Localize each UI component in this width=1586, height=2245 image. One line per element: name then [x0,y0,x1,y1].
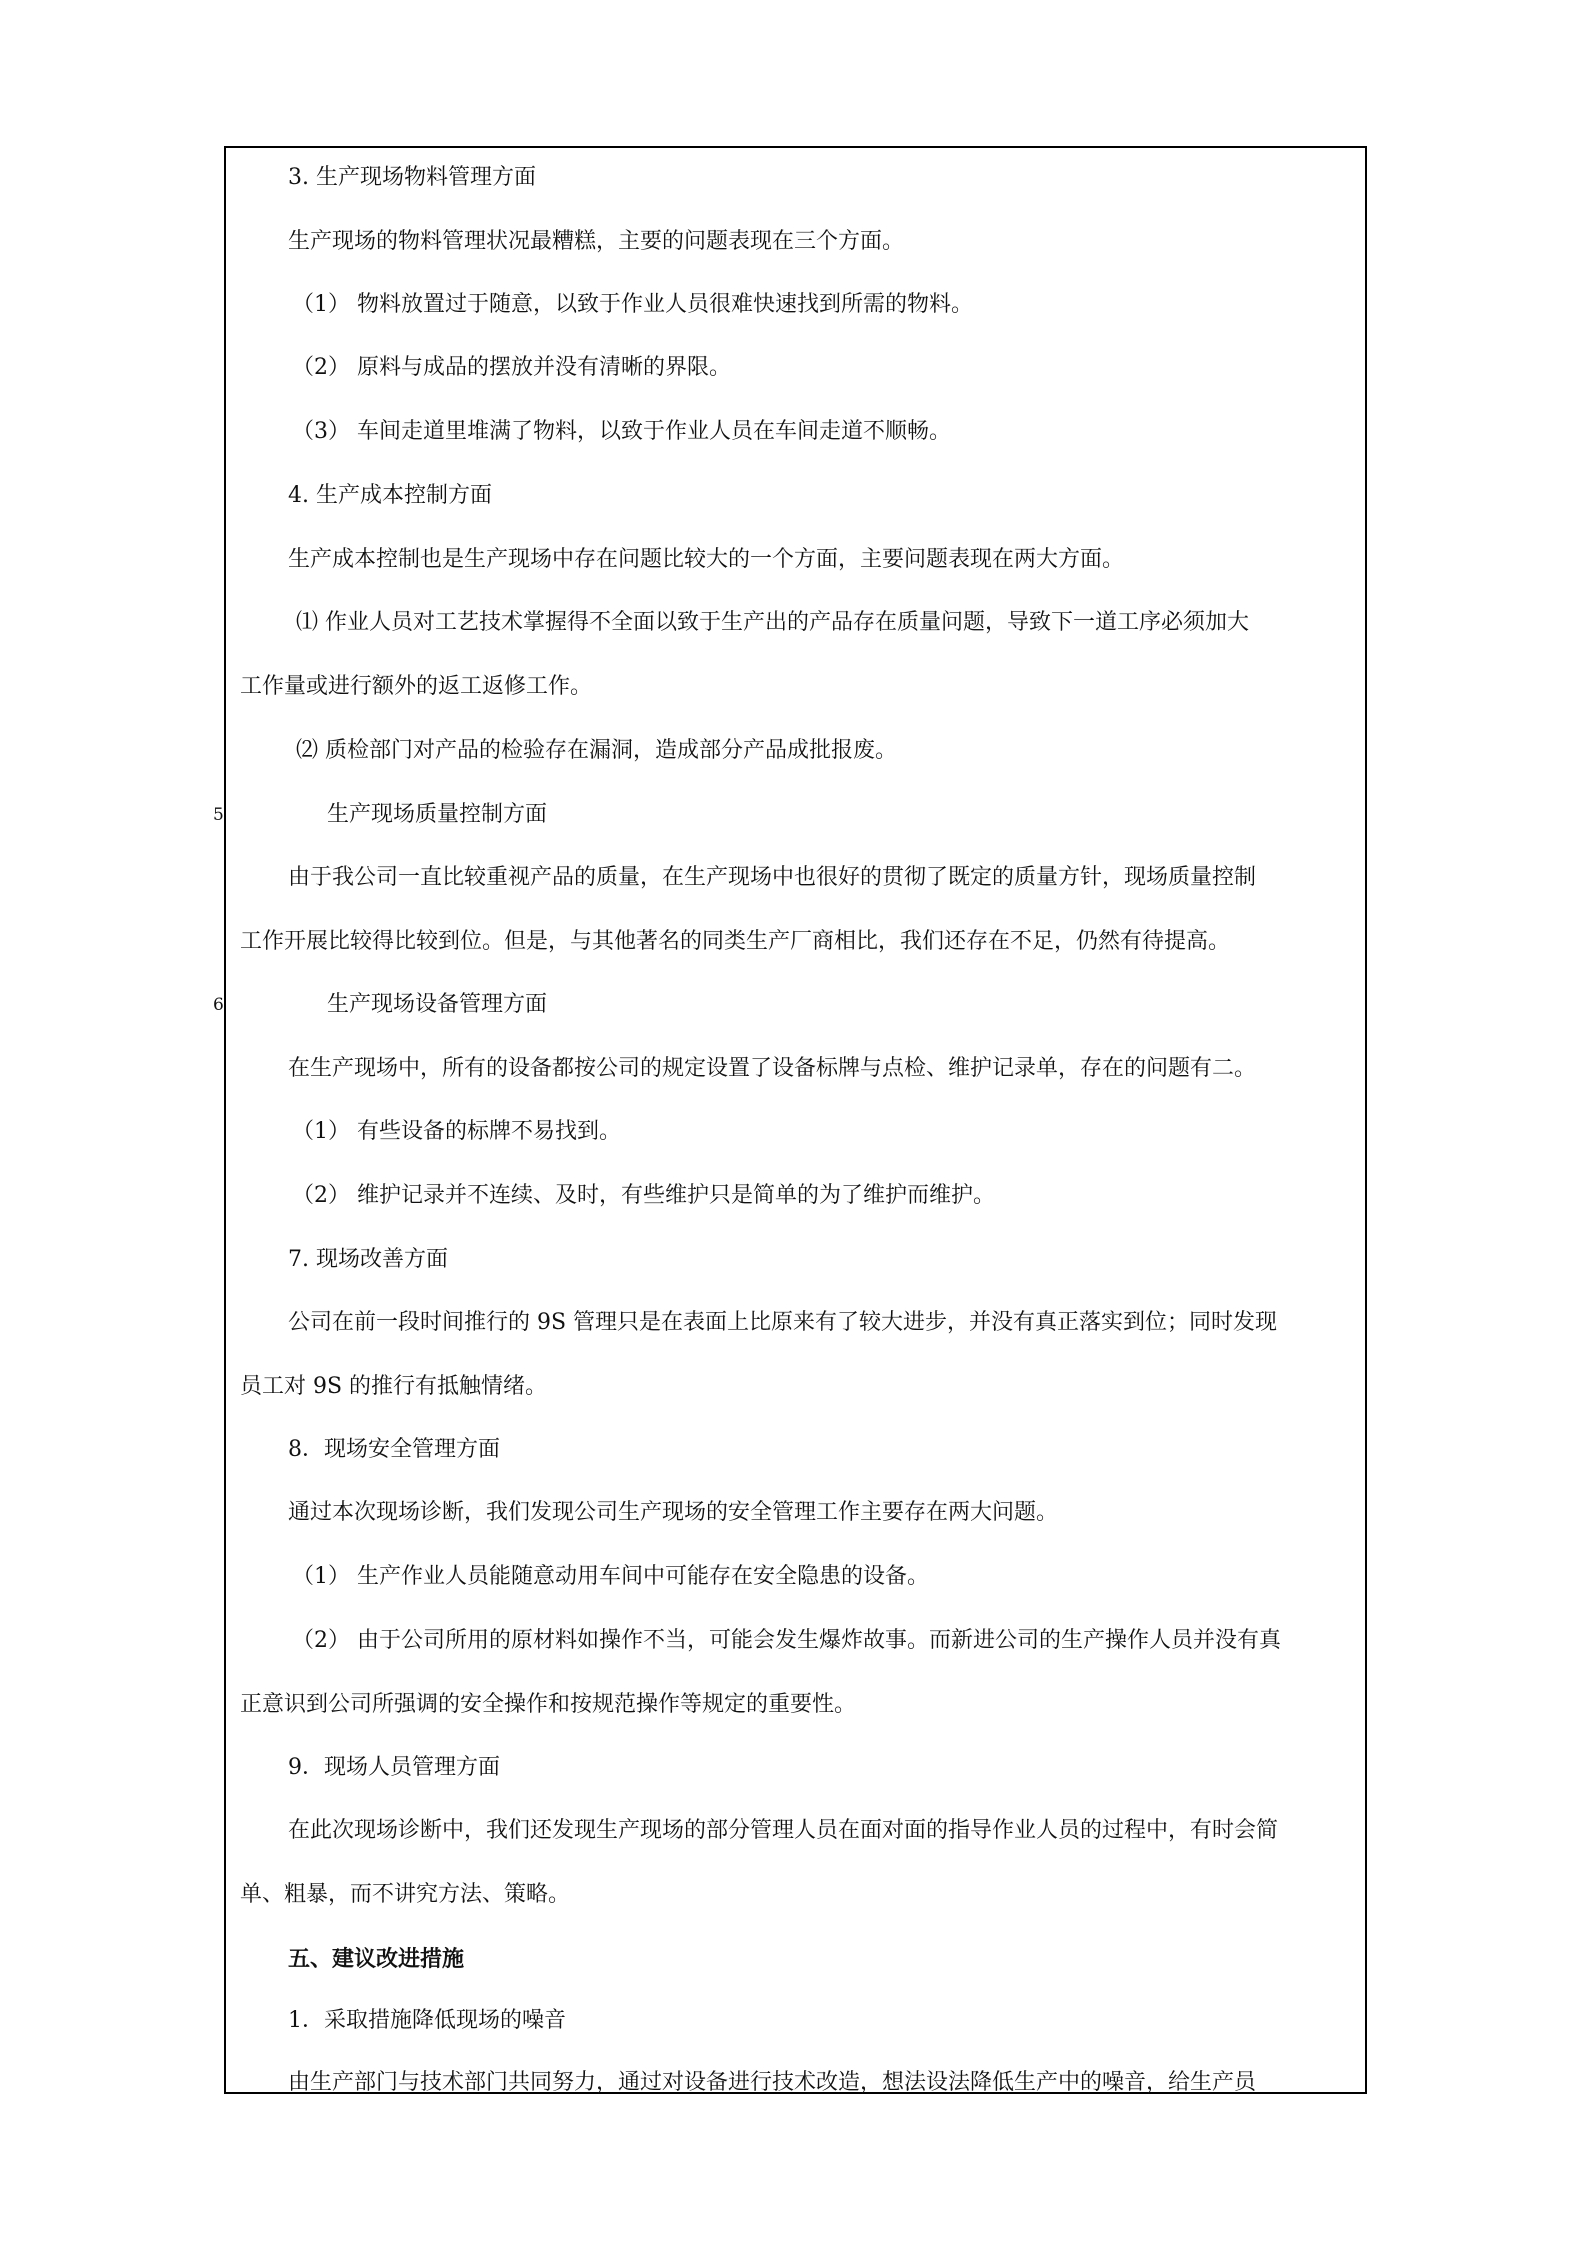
paragraph: 由生产部门与技术部门共同努力，通过对设备进行技术改造，想法设法降低生产中的噪音，给生产员 [288,2070,1257,2095]
paragraph: 通过本次现场诊断，我们发现公司生产现场的安全管理工作主要存在两大问题。 [288,1500,1059,1525]
section-heading: 五、建议改进措施 [288,1946,465,1972]
heading-5: 生产现场质量控制方面 [327,802,548,827]
heading-9: 9．现场人员管理方面 [288,1755,500,1780]
paragraph: 生产成本控制也是生产现场中存在问题比较大的一个方面，主要问题表现在两大方面。 [288,547,1125,572]
list-item: （1） 生产作业人员能随意动用车间中可能存在安全隐患的设备。 [292,1564,929,1589]
paragraph-continuation: 工作开展比较得比较到位。但是，与其他著名的同类生产厂商相比，我们还存在不足，仍然有待提高。 [240,929,1231,954]
list-item: （1） 物料放置过于随意，以致于作业人员很难快速找到所需的物料。 [292,292,973,317]
paragraph: 在生产现场中，所有的设备都按公司的规定设置了设备标牌与点检、维护记录单，存在的问题有二。 [288,1056,1257,1081]
paragraph-continuation: 正意识到公司所强调的安全操作和按规范操作等规定的重要性。 [240,1692,857,1717]
heading-4: 4. 生产成本控制方面 [288,483,492,508]
paragraph-continuation: 工作量或进行额外的返工返修工作。 [240,674,593,699]
list-item: ⑵ 质检部门对产品的检验存在漏洞，造成部分产品成批报废。 [296,738,897,763]
list-item: （3） 车间走道里堆满了物料，以致于作业人员在车间走道不顺畅。 [292,419,951,444]
heading-3: 3. 生产现场物料管理方面 [288,165,536,190]
heading-number: 6 [213,995,224,1015]
list-item: ⑴ 作业人员对工艺技术掌握得不全面以致于生产出的产品存在质量问题，导致下一道工序必须加大 [296,610,1249,635]
heading-7: 7. 现场改善方面 [288,1247,448,1272]
paragraph: 生产现场的物料管理状况最糟糕，主要的问题表现在三个方面。 [288,229,905,254]
heading-number: 5 [213,805,224,825]
paragraph: 由于我公司一直比较重视产品的质量，在生产现场中也很好的贯彻了既定的质量方针，现场质量控制 [288,865,1257,890]
list-item: （2） 由于公司所用的原材料如操作不当，可能会发生爆炸故事。而新进公司的生产操作人员并没有真 [292,1628,1281,1653]
paragraph: 在此次现场诊断中，我们还发现生产现场的部分管理人员在面对面的指导作业人员的过程中，有时会简 [288,1818,1279,1843]
paragraph-continuation: 单、粗暴，而不讲究方法、策略。 [240,1882,571,1907]
paragraph-continuation: 员工对 9S 的推行有抵触情绪。 [240,1374,548,1399]
paragraph: 公司在前一段时间推行的 9S 管理只是在表面上比原来有了较大进步，并没有真正落实到位；同时发现 [288,1310,1278,1335]
subheading: 1．采取措施降低现场的噪音 [288,2008,566,2033]
heading-8: 8．现场安全管理方面 [288,1437,500,1462]
list-item: （2） 原料与成品的摆放并没有清晰的界限。 [292,355,731,380]
list-item: （2） 维护记录并不连续、及时，有些维护只是简单的为了维护而维护。 [292,1183,995,1208]
list-item: （1） 有些设备的标牌不易找到。 [292,1119,621,1144]
heading-6: 生产现场设备管理方面 [327,992,548,1017]
